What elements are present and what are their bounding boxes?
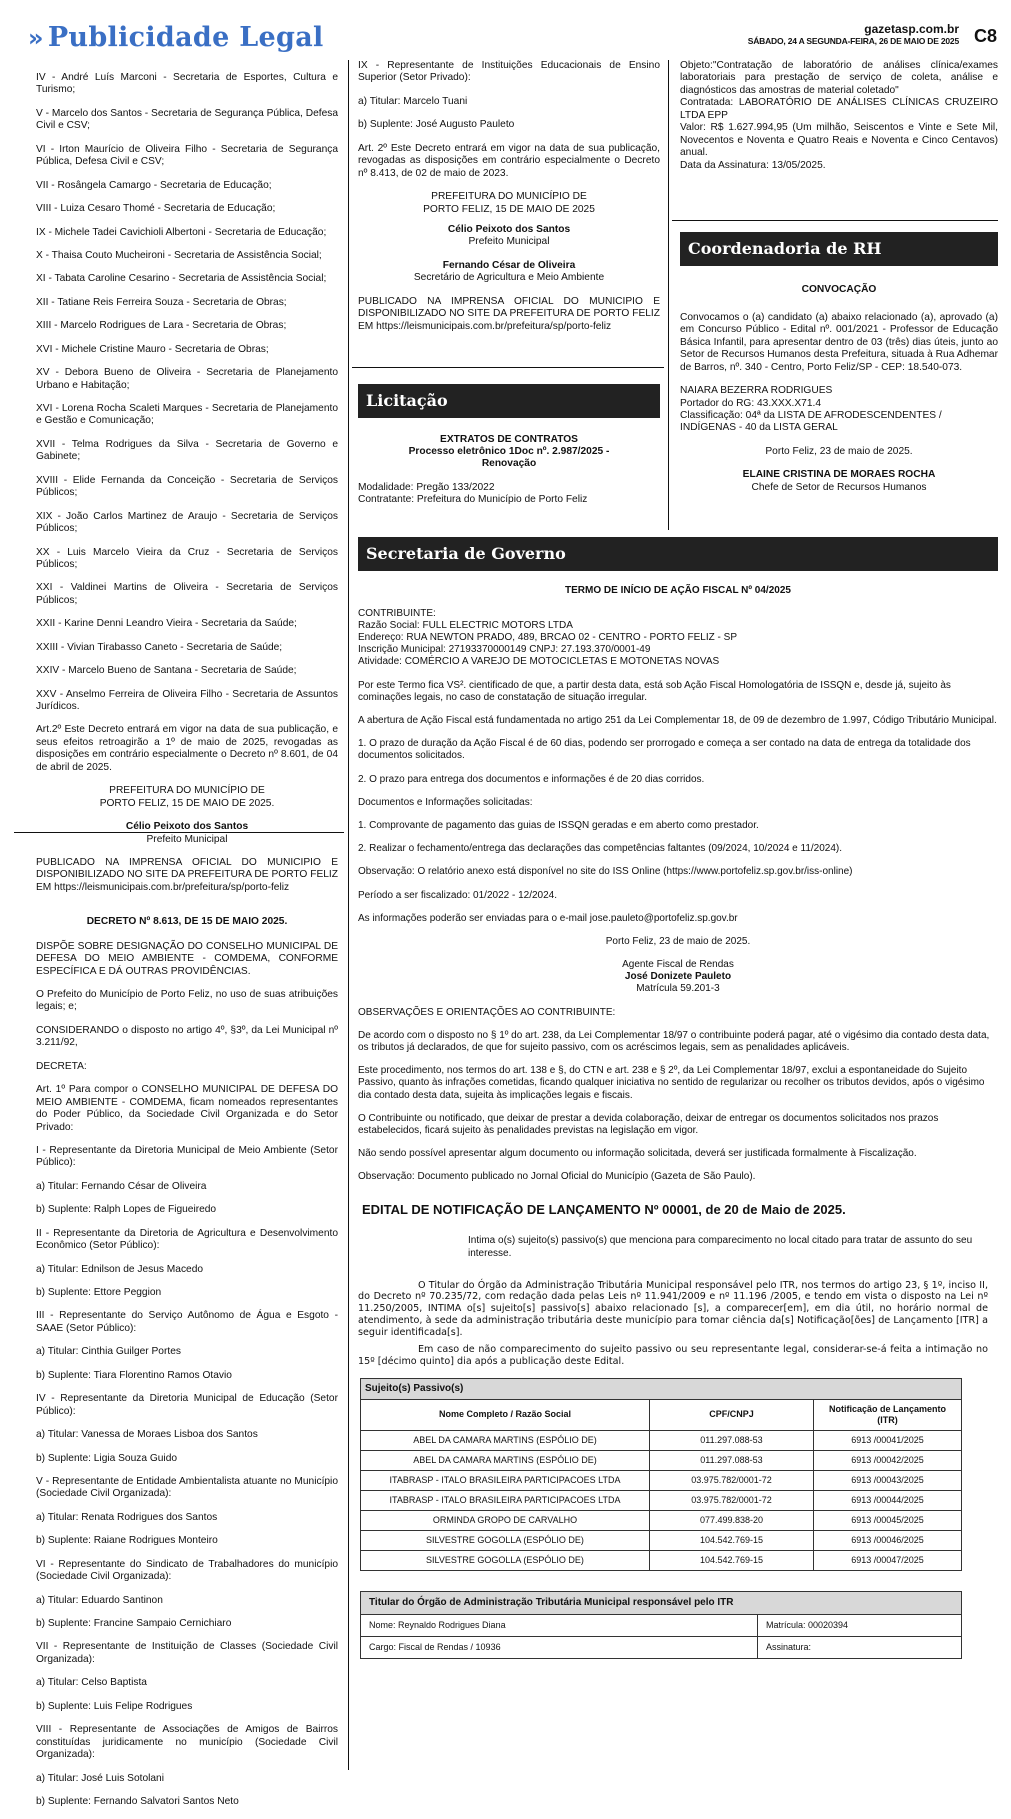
rh-section	[680, 232, 998, 494]
decree-paragraph: b) Suplente: Luis Felipe Rodrigues	[36, 1700, 193, 1712]
member-item: XX - Luis Marcelo Vieira da Cruz - Secretaria de Serviços Públicos;	[36, 546, 338, 570]
decree-paragraph: b) Suplente: José Augusto Pauleto	[358, 119, 515, 131]
agent-registration: Matrícula 59.201-3	[636, 983, 720, 995]
decree-paragraph: CONSIDERANDO o disposto no artigo 4º, §3º, da Lei Municipal nº 3.211/92,	[36, 1024, 338, 1049]
observation-paragraph: O Contribuinte ou notificado, que deixar de prestar a devida colaboração, deixar de entregar os documentos solicitados nos prazos estabelecidos, ficará sujeito às penalidades previstas na legislação em vigor.	[358, 1112, 939, 1136]
licitacao-header: Licitação	[358, 384, 660, 418]
decree-paragraph: VIII - Representante de Associações de Amigos de Bairros constituídas juridicamente no município (Sociedade Civil Organizada):	[36, 1724, 338, 1761]
decree-paragraph: O Prefeito do Município de Porto Feliz, no uso de suas atribuições legais; e;	[36, 989, 338, 1013]
fiscal-paragraph: 2. Realizar o fechamento/entrega das declarações das competências faltantes (09/2024, 10/2024 e 11/2024).	[358, 843, 843, 855]
decree-paragraph: II - Representante da Diretoria de Agricultura e Desenvolvimento Econômico (Setor Público):	[36, 1227, 338, 1252]
authority-name: Nome: Reynaldo Rodrigues Diana	[361, 1614, 758, 1636]
fiscal-paragraph: 2. O prazo para entrega dos documentos e informações é de 20 dias corridos.	[358, 773, 705, 785]
decree-paragraph: b) Suplente: Fernando Salvatori Santos Neto	[36, 1795, 239, 1807]
table-caption: Titular do Órgão de Administração Tributária Municipal responsável pelo ITR	[361, 1591, 962, 1614]
fiscal-paragraph: Período a ser fiscalizado: 01/2022 - 12/2024.	[358, 889, 558, 901]
observation-paragraph: Observação: Documento publicado no Jornal Oficial do Município (Gazeta de São Paulo).	[358, 1171, 756, 1183]
member-item: XIX - João Carlos Martinez de Araujo - Secretaria de Serviços Públicos;	[36, 510, 338, 535]
convocation-body: Convocamos o (a) candidato (a) abaixo relacionado (a), aprovado (a) em Concurso Público - Edital nº. 001/2021 - Professor de Educação Básica Infantil, para apresentar dentro de 03 (três) dias úteis, junto ao Setor de Recursos Humanos desta Prefeitura, situada à Rua Adhemar de Barros, nº. 340 - Centro, Porto Feliz/SP - CEP: 18.540-073.	[680, 311, 998, 373]
site-url: gazetasp.com.br	[864, 22, 959, 36]
fiscal-term-paragraphs	[358, 680, 998, 925]
edital-title: EDITAL DE NOTIFICAÇÃO DE LANÇAMENTO Nº 00001, de 20 de Maio de 2025.	[362, 1201, 846, 1217]
table-cell: 6913 /00041/2025	[814, 1430, 962, 1450]
section-divider	[352, 367, 664, 368]
decree-paragraph: a) Titular: Vanessa de Moraes Lisboa dos Santos	[36, 1429, 258, 1441]
column-divider	[668, 60, 669, 530]
decree-paragraph: b) Suplente: Raiane Rodrigues Monteiro	[36, 1535, 218, 1547]
rh-header: Coordenadoria de RH	[680, 232, 998, 266]
member-item: XXII - Karine Denni Leandro Vieira - Secretaria da Saúde;	[36, 618, 297, 630]
fiscal-paragraph: Observação: O relatório anexo está disponível no site do ISS Online (https://www.portofeliz.sp.gov.br/iss-online)	[358, 866, 853, 878]
table-cell: ORMINDA GROPO DE CARVALHO	[361, 1510, 650, 1530]
signer-role: Secretário de Agricultura e Meio Ambiente	[413, 272, 605, 284]
edital-intro: Intima o(s) sujeito(s) passivo(s) que menciona para comparecimento no local citado para tratar de assunto do seu interesse.	[468, 1235, 973, 1259]
contractor: Contratante: Prefeitura do Município de Porto Feliz	[358, 494, 588, 506]
table-row	[361, 1450, 962, 1470]
table-cell: SILVESTRE GOGOLLA (ESPÓLIO DE)	[361, 1550, 650, 1570]
decree-paragraph: b) Suplente: Ralph Lopes de Figueiredo	[36, 1204, 217, 1216]
table-cell: 6913 /00046/2025	[814, 1530, 962, 1550]
edition-date: SÁBADO, 24 A SEGUNDA-FEIRA, 26 DE MAIO DE 2025	[747, 36, 959, 46]
decree-paragraph: a) Titular: Fernando César de Oliveira	[36, 1180, 207, 1192]
decree-paragraph: b) Suplente: Francine Sampaio Cernichiaro	[36, 1618, 232, 1629]
signer-name: ELAINE CRISTINA DE MORAES ROCHA	[742, 469, 936, 481]
column-header: Notificação de Lançamento (ITR)	[814, 1399, 962, 1430]
decree-title: DECRETO Nº 8.613, DE 15 DE MAIO 2025.	[86, 916, 288, 928]
member-item: XVII - Telma Rodrigues da Silva - Secretaria de Governo e Gabinete;	[36, 438, 338, 463]
table-cell: 104.542.769-15	[650, 1550, 814, 1570]
fiscal-term-title: TERMO DE INÍCIO DE AÇÃO FISCAL Nº 04/2025	[565, 584, 791, 596]
member-item: IX - Michele Tadei Cavichioli Albertoni - Secretaria de Educação;	[36, 226, 327, 238]
taxpayer-info: CONTRIBUINTE: Razão Social: FULL ELECTRIC MOTORS LTDA Endereço: RUA NEWTON PRADO, 489, BRCAO 02 - CENTRO - PORTO FELIZ - SP Inscrição Municipal: 27193370000149 CNPJ: 27.193.370/0001-49 Atividade: COMÉRCIO A VAREJO DE MOTOCICLETAS E MOTONETAS NOVAS	[358, 607, 737, 668]
table-cell: 6913 /00045/2025	[814, 1510, 962, 1530]
decree-paragraph: Art. 1º Para compor o CONSELHO MUNICIPAL DE DEFESA DO MEIO AMBIENTE - COMDEMA, ficam nomeados representantes do Poder Público, da Sociedade Civil Organizada e do Setor Privado:	[36, 1084, 338, 1133]
table-row	[361, 1430, 962, 1450]
decree-paragraph: a) Titular: Celso Baptista	[36, 1677, 147, 1689]
column-divider	[348, 60, 349, 1770]
contracted-party: Contratada: LABORATÓRIO DE ANÁLISES CLÍNICAS CRUZEIRO LTDA EPP	[680, 97, 998, 121]
decree-continuation	[358, 60, 660, 180]
fiscal-paragraph: Por este Termo fica VS². cientificado de que, a partir desta data, está sob Ação Fiscal Homologatória de ISSQN e, desde já, sujeito às cominações legais, no caso de constatação de situação irregular.	[358, 679, 951, 703]
decree-paragraph: a) Titular: Marcelo Tuani	[358, 95, 468, 107]
fiscal-paragraph: A abertura de Ação Fiscal está fundamentada no artigo 251 da Lei Complementar 18, de 09 de dezembro de 1.997, Código Tributário Municipal.	[358, 715, 997, 727]
table-cell: ABEL DA CAMARA MARTINS (ESPÓLIO DE)	[361, 1430, 650, 1450]
table-cell: 6913 /00043/2025	[814, 1470, 962, 1490]
art2-text: Art.2º Este Decreto entrará em vigor na data de sua publicação, e seus efeitos retroagirão a 1º de maio de 2025, revogadas as disposições em contrário especialmente o Decreto nº 8.601, de 04 de abril de 2025.	[36, 724, 338, 773]
table-cell: 011.297.088-53	[650, 1430, 814, 1450]
commission-members-list	[36, 72, 338, 713]
candidate-name: NAIARA BEZERRA RODRIGUES	[680, 385, 833, 397]
section-title: » Publicidade Legal	[28, 22, 324, 53]
observations-list	[358, 1030, 998, 1184]
candidate-rg: Portador do RG: 43.XXX.X71.4	[680, 397, 822, 409]
signer-name: Fernando César de Oliveira	[442, 259, 576, 271]
licitacao-section	[358, 384, 660, 507]
edital-paragraph-2: Em caso de não comparecimento do sujeito passivo ou seu representante legal, considerar-se-á feita a intimação no 15º [décimo quinto] dia após a publicação deste Edital.	[358, 1344, 988, 1367]
column-1	[36, 72, 338, 1819]
publication-note: PUBLICADO NA IMPRENSA OFICIAL DO MUNICIPIO E DISPONIBILIZADO NO SITE DA PREFEITURA DE PORTO FELIZ EM https://leismunicipais.com.br/prefeitura/sp/porto-feliz	[358, 295, 660, 332]
convocation-title: CONVOCAÇÃO	[801, 283, 877, 295]
decree-paragraph: III - Representante do Serviço Autônomo de Água e Esgoto - SAAE (Setor Público):	[36, 1310, 338, 1334]
table-cell: 6913 /00047/2025	[814, 1550, 962, 1570]
table-cell: 011.297.088-53	[650, 1450, 814, 1470]
member-item: VII - Rosângela Camargo - Secretaria de Educação;	[36, 179, 272, 191]
signer-role: Prefeito Municipal	[146, 833, 228, 845]
decree-paragraph: Art. 2º Este Decreto entrará em vigor na data de sua publicação, revogadas as disposições em contrário especialmente o Decreto nº 8.413, de 02 de maio de 2023.	[358, 142, 660, 179]
signer-name: Célio Peixoto dos Santos	[125, 821, 249, 833]
decree-paragraph: IV - Representante da Diretoria Municipal de Educação (Setor Público):	[36, 1393, 338, 1417]
decree-paragraph: a) Titular: Cinthia Guilger Portes	[36, 1346, 181, 1358]
table-cell: 03.975.782/0001-72	[650, 1470, 814, 1490]
authority-registration: Matrícula: 00020394	[758, 1614, 962, 1636]
decree-paragraph: b) Suplente: Ligia Souza Guido	[36, 1452, 178, 1464]
masthead-info	[748, 22, 959, 46]
fiscal-paragraph: 1. Comprovante de pagamento das guias de ISSQN geradas e em aberto como prestador.	[358, 819, 759, 831]
authority-signature: Assinatura:	[758, 1636, 962, 1658]
signer-role: Chefe de Setor de Recursos Humanos	[751, 481, 927, 493]
member-item: XXIV - Marcelo Bueno de Santana - Secretaria de Saúde;	[36, 665, 297, 677]
table-cell: 077.499.838-20	[650, 1510, 814, 1530]
member-item: XXIII - Vivian Tirabasso Caneto - Secretaria de Saúde;	[36, 641, 283, 653]
edital-paragraph-1: O Titular do Órgão da Administração Tributária Municipal responsável pelo ITR, nos termos do artigo 23, § 1º, inciso II, do Decreto nº 70.235/72, com redação dada pelas Leis nº 11.941/2009 e nº 11.196 /2005, e tendo em vista o disposto na Lei nº 11.250/2005, INTIMA o[s] sujeito[s] passivo[s] abaixo relacionado [s], a comparecer[em], em dia útil, no horário normal de atendimento, à sede da administração tributária deste município para tomar ciência da[s] Notificação[ões] de Lançamento [ITR] a seguir identificada[s].	[358, 1279, 988, 1338]
table-row	[361, 1510, 962, 1530]
signature-date: Data da Assinatura: 13/05/2025.	[680, 159, 826, 171]
observation-paragraph: De acordo com o disposto no § 1º do art. 238, da Lei Complementar 18/97 o contribuinte poderá pagar, até o vigésimo dia contado desta data, os tributos já declarados, de que for sujeito passivo, com os acréscimos legais, sem as penalidades aplicáveis.	[358, 1029, 990, 1054]
decree-paragraph: IX - Representante de Instituições Educacionais de Ensino Superior (Setor Privado):	[358, 60, 660, 84]
decree-paragraph: DECRETA:	[36, 1060, 87, 1072]
member-item: XVI - Michele Cristine Mauro - Secretaria de Obras;	[36, 343, 269, 355]
table-row	[361, 1490, 962, 1510]
decree-body	[36, 941, 338, 1809]
contract-object: Objeto:"Contratação de laboratório de análises clínica/exames laboratoriais para prestação de serviço de coleta, análise e diagnósticos das amostras de material coletado"	[680, 60, 998, 96]
taxpayers-table	[360, 1378, 962, 1571]
member-item: X - Thaisa Couto Mucheironi - Secretaria de Assistência Social;	[36, 249, 322, 261]
fiscal-paragraph: As informações poderão ser enviadas para o e-mail jose.pauleto@portofeliz.sp.gov.br	[358, 912, 738, 924]
agent-name: José Donizete Pauleto	[624, 971, 732, 983]
decree-paragraph: I - Representante da Diretoria Municipal de Meio Ambiente (Setor Público):	[36, 1144, 338, 1169]
table-cell: 03.975.782/0001-72	[650, 1490, 814, 1510]
decree-paragraph: a) Titular: Eduardo Santinon	[36, 1594, 163, 1606]
member-item: XIII - Marcelo Rodrigues de Lara - Secretaria de Obras;	[36, 320, 287, 332]
decree-paragraph: VII - Representante de Instituição de Classes (Sociedade Civil Organizada):	[36, 1641, 338, 1665]
gov-section	[358, 537, 998, 1659]
prefecture-dateline: PREFEITURA DO MUNICÍPIO DE PORTO FELIZ, 15 DE MAIO DE 2025	[423, 191, 595, 215]
fiscal-date: Porto Feliz, 23 de maio de 2025.	[605, 935, 751, 947]
member-item: IV - André Luís Marconi - Secretaria de Esportes, Cultura e Turismo;	[36, 72, 338, 96]
member-item: XXV - Anselmo Ferreira de Oliveira Filho - Secretaria de Assuntos Jurídicos.	[36, 688, 338, 712]
member-item: XV - Debora Bueno de Oliveira - Secretaria de Planejamento Urbano e Habitação;	[36, 367, 338, 391]
candidate-classification: Classificação: 04ª da LISTA DE AFRODESCENDENTES / INDÍGENAS - 40 da LISTA GERAL	[680, 410, 942, 434]
table-row	[361, 1530, 962, 1550]
convocation-date: Porto Feliz, 23 de maio de 2025.	[765, 445, 913, 457]
column-header: Nome Completo / Razão Social	[361, 1399, 650, 1430]
agent-role: Agente Fiscal de Rendas	[622, 959, 734, 971]
contract-value: Valor: R$ 1.627.994,95 (Um milhão, Seiscentos e Vinte e Sete Mil, Novecentos e Noventa e Quatro Reais e Noventa e Cinco Centavos) anual.	[680, 122, 998, 159]
member-item: XXI - Valdinei Martins de Oliveira - Secretaria de Serviços Públicos;	[36, 582, 338, 606]
page-number: C8	[973, 26, 997, 46]
table-row	[361, 1470, 962, 1490]
member-item: XII - Tatiane Reis Ferreira Souza - Secretaria de Obras;	[36, 296, 287, 308]
modality: Modalidade: Pregão 133/2022	[358, 481, 495, 493]
decree-paragraph: a) Titular: Renata Rodrigues dos Santos	[36, 1511, 218, 1523]
prefecture-dateline: PREFEITURA DO MUNICÍPIO DE PORTO FELIZ, 15 DE MAIO DE 2025.	[99, 785, 275, 809]
double-chevron-icon: »	[28, 24, 44, 52]
decree-paragraph: b) Suplente: Ettore Peggion	[36, 1287, 162, 1298]
table-row	[361, 1550, 962, 1570]
decree-paragraph: a) Titular: José Luis Sotolani	[36, 1772, 164, 1784]
table-cell: ITABRASP - ITALO BRASILEIRA PARTICIPACOES LTDA	[361, 1490, 650, 1510]
decree-paragraph: V - Representante de Entidade Ambientalista atuante no Município (Sociedade Civil Organizada):	[36, 1475, 338, 1500]
fiscal-paragraph: 1. O prazo de duração da Ação Fiscal é de 60 dias, podendo ser prorrogado e começa a ser contado na data de entrega da totalidade dos documentos solicitados.	[358, 738, 971, 762]
column-2	[358, 60, 660, 344]
decree-paragraph: b) Suplente: Tiara Florentino Ramos Otavio	[36, 1369, 232, 1381]
member-item: VIII - Luiza Cesaro Thomé - Secretaria de Educação;	[36, 203, 276, 215]
authority-position: Cargo: Fiscal de Rendas / 10936	[361, 1636, 758, 1658]
decree-paragraph: VI - Representante do Sindicato de Trabalhadores do município (Sociedade Civil Organizada):	[36, 1558, 338, 1583]
member-item: XI - Tabata Caroline Cesarino - Secretaria de Assistência Social;	[36, 273, 327, 285]
observation-paragraph: Não sendo possível apresentar algum documento ou informação solicitada, deverá ser justificada formalmente à Fiscalização.	[358, 1148, 917, 1160]
fiscal-paragraph: Documentos e Informações solicitadas:	[358, 796, 533, 808]
table-cell: 6913 /00042/2025	[814, 1450, 962, 1470]
gov-header: Secretaria de Governo	[358, 537, 998, 571]
extracts-title: EXTRATOS DE CONTRATOS	[440, 433, 578, 445]
column-header: CPF/CNPJ	[650, 1399, 814, 1430]
observation-paragraph: Este procedimento, nos termos do art. 138 e §, do CTN e art. 238 e § 2º, da Lei Complementar 18/97, exclui a espontaneidade do Sujeito Passivo, quanto às infrações cometidas, ficando qualquer iniciativa no sentido de regularizar ou recolher os tributos devidos, após o vigésimo dia contado desta data, sujeita às implicações legais e fiscais.	[358, 1065, 985, 1101]
section-divider	[672, 220, 998, 221]
table-cell: 6913 /00044/2025	[814, 1490, 962, 1510]
table-cell: 104.542.769-15	[650, 1530, 814, 1550]
table-cell: ITABRASP - ITALO BRASILEIRA PARTICIPACOES LTDA	[361, 1470, 650, 1490]
signer-role: Prefeito Municipal	[468, 236, 550, 248]
column-3	[680, 60, 998, 172]
publication-note: PUBLICADO NA IMPRENSA OFICIAL DO MUNICIPIO E DISPONIBILIZADO NO SITE DA PREFEITURA DE PORTO FELIZ EM https://leismunicipais.com.br/prefeitura/sp/porto-feliz	[36, 856, 338, 893]
table-caption: Sujeito(s) Passivo(s)	[361, 1378, 962, 1399]
decree-paragraph: DISPÕE SOBRE DESIGNAÇÃO DO CONSELHO MUNICIPAL DE DEFESA DO MEIO AMBIENTE - COMDEMA, CONFORME ESPECÍFICA E DÁ OUTRAS PROVIDÊNCIAS.	[36, 940, 338, 977]
table-cell: SILVESTRE GOGOLLA (ESPÓLIO DE)	[361, 1530, 650, 1550]
member-item: V - Marcelo dos Santos - Secretaria de Segurança Pública, Defesa Civil e CSV;	[36, 107, 338, 132]
decree-paragraph: a) Titular: Ednilson de Jesus Macedo	[36, 1263, 204, 1275]
member-item: XVI - Lorena Rocha Scaleti Marques - Secretaria de Planejamento e Gestão e Comunicação;	[36, 403, 338, 427]
table-cell: ABEL DA CAMARA MARTINS (ESPÓLIO DE)	[361, 1450, 650, 1470]
member-item: VI - Irton Maurício de Oliveira Filho - Secretaria de Segurança Pública, Defesa Civil e CSV;	[36, 143, 338, 168]
member-item: XVIII - Elide Fernanda da Conceição - Secretaria de Serviços Públicos;	[36, 474, 338, 499]
tax-authority-table	[360, 1591, 962, 1659]
signer-name: Célio Peixoto dos Santos	[447, 223, 571, 235]
process-number: Processo eletrônico 1Doc nº. 2.987/2025 - Renovação	[408, 445, 610, 470]
observations-title: OBSERVAÇÕES E ORIENTAÇÕES AO CONTRIBUINTE:	[358, 1006, 616, 1018]
